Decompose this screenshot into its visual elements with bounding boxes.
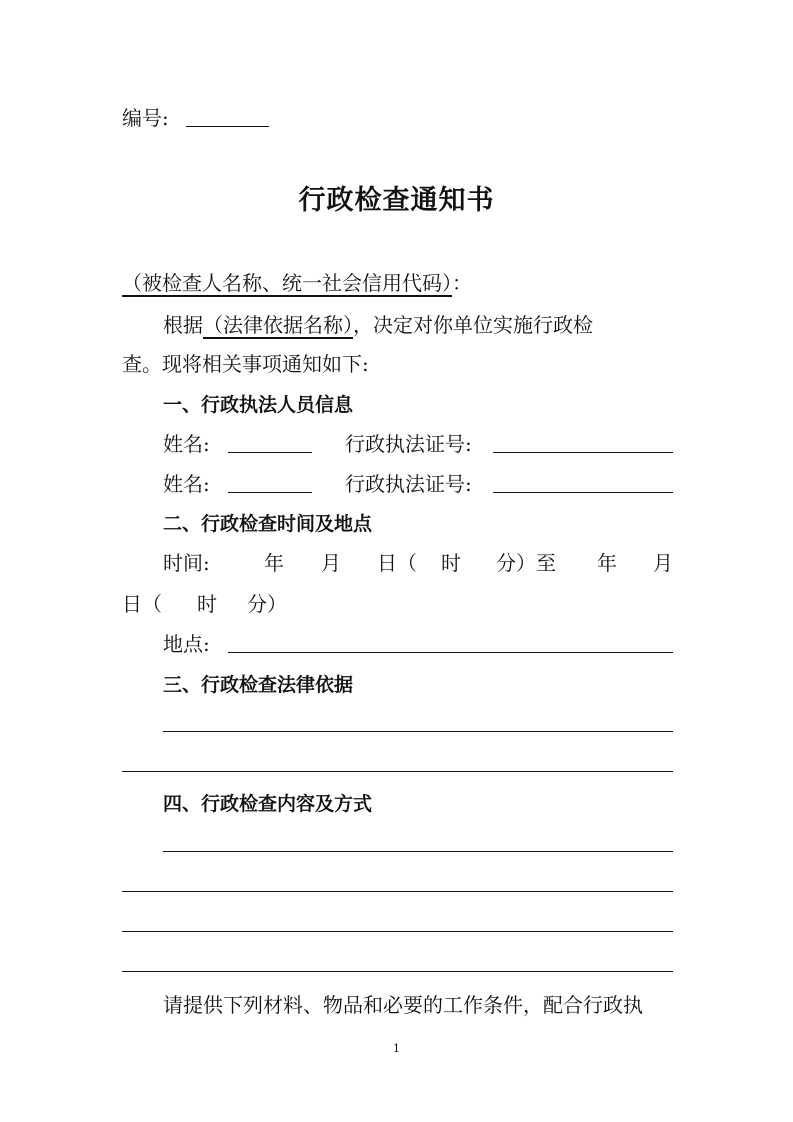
time-start-year: 年 xyxy=(264,551,284,575)
officer-1-cert-blank[interactable] xyxy=(493,452,673,453)
officer-2-name-label: 姓名: xyxy=(163,472,210,496)
content-blank-2[interactable] xyxy=(122,891,673,892)
closing-paragraph: 请提供下列材料、物品和必要的工作条件，配合行政执 xyxy=(163,993,643,1017)
time-end-minute: 分） xyxy=(247,592,287,616)
section2-heading: 二、行政检查时间及地点 xyxy=(163,513,373,535)
number-label: 编号: xyxy=(122,106,169,130)
content-blank-1[interactable] xyxy=(163,851,673,852)
content-blank-4[interactable] xyxy=(122,971,673,972)
basis-placeholder[interactable]: （法律依据名称） xyxy=(203,313,353,337)
officer-1-name-blank[interactable] xyxy=(228,452,312,453)
basis-prefix: 根据 xyxy=(163,313,203,337)
basis-line-2: 查。现将相关事项通知如下: xyxy=(122,352,369,376)
officer-2-cert-blank[interactable] xyxy=(493,492,673,493)
time-start-day: 日（ xyxy=(377,551,417,575)
officer-1-name-label: 姓名: xyxy=(163,432,210,456)
time-label: 时间: xyxy=(163,551,210,575)
place-label: 地点: xyxy=(163,632,210,656)
time-start-minute-to: 分）至 xyxy=(496,551,556,575)
section3-heading: 三、行政检查法律依据 xyxy=(163,674,354,696)
time-end-month: 月 xyxy=(653,551,673,575)
addressee-placeholder[interactable]: （被检查人名称、统一社会信用代码） xyxy=(122,271,452,295)
time-start-month: 月 xyxy=(321,551,341,575)
section4-heading: 四、行政检查内容及方式 xyxy=(163,793,373,815)
officer-1-cert-label: 行政执法证号: xyxy=(345,432,472,456)
addressee-colon: ： xyxy=(452,271,472,295)
legal-basis-blank-1[interactable] xyxy=(163,731,673,732)
legal-basis-blank-2[interactable] xyxy=(122,771,673,772)
addressee-line xyxy=(122,271,472,295)
section1-heading: 一、行政执法人员信息 xyxy=(163,394,354,416)
content-blank-3[interactable] xyxy=(122,931,673,932)
page-number: 1 xyxy=(393,1042,400,1055)
basis-line-1 xyxy=(163,313,593,337)
time-end-hour: 时 xyxy=(197,592,217,616)
time-end-year: 年 xyxy=(597,551,617,575)
number-blank[interactable] xyxy=(186,126,269,127)
place-blank[interactable] xyxy=(228,652,673,653)
basis-suffix: ，决定对你单位实施行政检 xyxy=(353,313,593,337)
officer-2-cert-label: 行政执法证号: xyxy=(345,472,472,496)
officer-2-name-blank[interactable] xyxy=(228,492,312,493)
time-start-hour: 时 xyxy=(441,551,461,575)
document-title: 行政检查通知书 xyxy=(298,185,495,216)
time-end-day: 日（ xyxy=(122,592,162,616)
